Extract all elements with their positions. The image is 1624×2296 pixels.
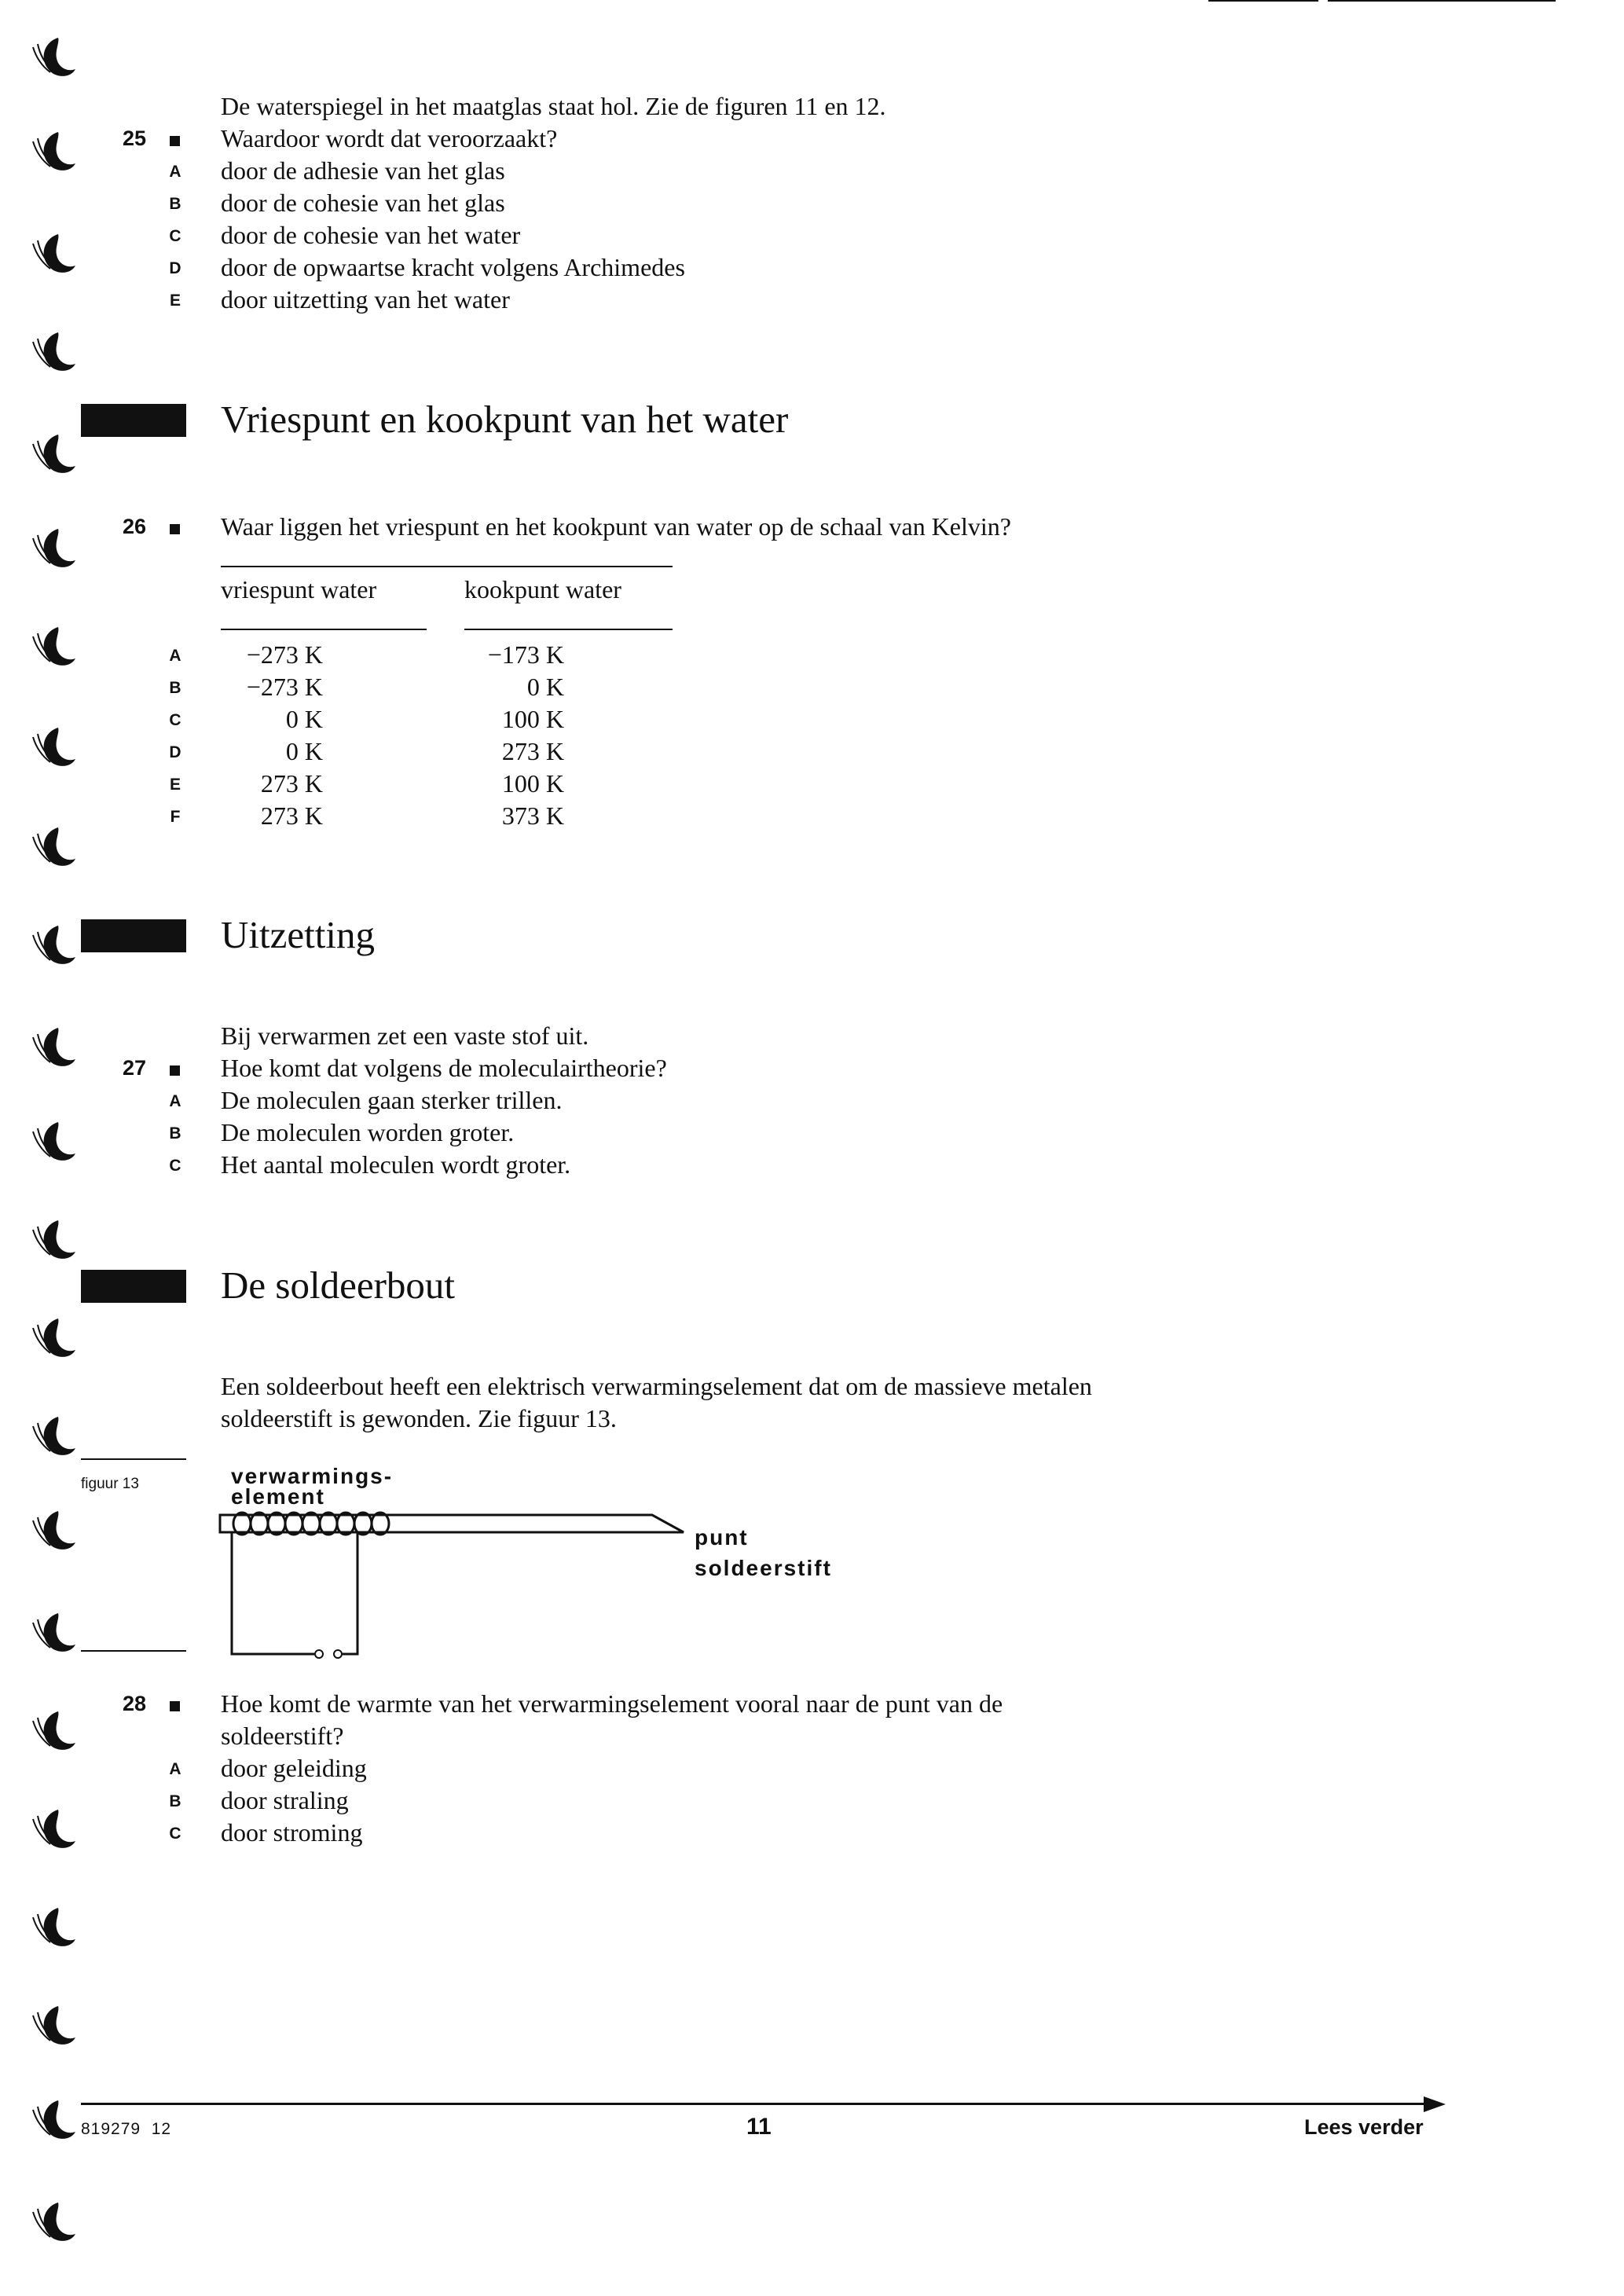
option-letter: C: [169, 1157, 181, 1175]
option-text: De moleculen worden groter.: [221, 1118, 515, 1146]
option-letter: E: [169, 292, 181, 310]
option-text: De moleculen gaan sterker trillen.: [221, 1086, 563, 1114]
question-intro: De waterspiegel in het maatglas staat hol. Zie de figuren 11 en 12.: [221, 92, 886, 120]
cell-freeze: 273 K: [260, 801, 323, 830]
binding-mark-icon: [27, 1021, 79, 1073]
table-header-rule: [464, 629, 673, 630]
paragraph-line: Een soldeerbout heeft een elektrisch verwarmingselement dat om de massieve metalen: [221, 1372, 1092, 1400]
option-letter: B: [169, 1124, 181, 1142]
binding-mark-icon: [27, 1505, 79, 1557]
option-text: door de cohesie van het water: [221, 221, 521, 249]
option-text: door uitzetting van het water: [221, 285, 510, 314]
section-bar: [81, 404, 186, 437]
question-number: 28: [123, 1692, 147, 1715]
label-soldering-pin: soldeerstift: [695, 1556, 832, 1580]
binding-mark-icon: [27, 721, 79, 773]
option-letter: D: [169, 743, 181, 761]
top-rule: [1208, 0, 1318, 2]
cell-freeze: −273 K: [246, 640, 323, 669]
label-tip: punt: [695, 1525, 749, 1550]
binding-mark-icon: [27, 1116, 79, 1168]
section-title: Uitzetting: [221, 913, 375, 956]
cell-freeze: 273 K: [260, 769, 323, 798]
question-intro: Bij verwarmen zet een vaste stof uit.: [221, 1021, 589, 1050]
cell-freeze: 0 K: [285, 705, 323, 733]
option-text: door de adhesie van het glas: [221, 156, 505, 185]
binding-mark-icon: [27, 523, 79, 574]
option-letter: C: [169, 1825, 181, 1843]
binding-mark-icon: [27, 1803, 79, 1855]
binding-mark-icon: [27, 919, 79, 971]
table-header-boil: kookpunt water: [464, 575, 621, 603]
binding-mark-icon: [27, 1607, 79, 1659]
label-heating-element: [231, 1465, 393, 1509]
figure-caption: figuur 13: [81, 1476, 139, 1492]
question-text: Hoe komt dat volgens de moleculairtheorie?: [221, 1054, 667, 1082]
question-marker: [170, 1065, 180, 1076]
paragraph-line: soldeerstift is gewonden. Zie figuur 13.: [221, 1404, 617, 1432]
question-number: 25: [123, 127, 147, 150]
binding-mark-icon: [27, 326, 79, 378]
question-text: Waardoor wordt dat veroorzaakt?: [221, 124, 558, 152]
option-letter: A: [169, 1092, 181, 1110]
binding-mark-icon: [27, 2196, 79, 2248]
table-top-rule: [221, 566, 673, 567]
table-header-rule: [221, 629, 427, 630]
option-letter: F: [170, 808, 181, 826]
question-text: soldeerstift?: [221, 1722, 344, 1750]
cell-freeze: −273 K: [246, 673, 323, 701]
binding-mark-icon: [27, 2000, 79, 2052]
page-number: 11: [746, 2114, 772, 2140]
binding-mark-icon: [27, 1902, 79, 1953]
question-text: Waar liggen het vriespunt en het kookpunt van water op de schaal van Kelvin?: [221, 512, 1011, 541]
question-marker: [170, 524, 180, 534]
option-letter: E: [169, 776, 181, 794]
cell-boil: 0 K: [526, 673, 564, 701]
option-letter: B: [169, 1792, 181, 1810]
binding-mark-icon: [27, 31, 79, 83]
cell-boil: 273 K: [501, 737, 564, 765]
arrow-right-icon: [1424, 2095, 1447, 2114]
option-letter: B: [169, 679, 181, 697]
figure-rule: [81, 1650, 186, 1652]
label-heating-element-line: element: [231, 1484, 325, 1509]
binding-mark-icon: [27, 1705, 79, 1757]
question-text: Hoe komt de warmte van het verwarmingselement vooral naar de punt van de: [221, 1689, 1003, 1718]
option-text: door straling: [221, 1786, 349, 1814]
option-text: door geleiding: [221, 1754, 367, 1782]
binding-mark-icon: [27, 1312, 79, 1364]
question-marker: [170, 136, 180, 146]
soldering-iron-diagram: [212, 1509, 707, 1666]
figure-rule: [81, 1458, 186, 1460]
option-letter: B: [169, 195, 181, 213]
option-letter: C: [169, 711, 181, 729]
option-letter: A: [169, 1760, 181, 1778]
binding-mark-icon: [27, 1214, 79, 1266]
binding-mark-icon: [27, 821, 79, 873]
section-title: De soldeerbout: [221, 1264, 455, 1307]
question-number: 27: [123, 1056, 147, 1080]
table-header-freeze: vriespunt water: [221, 575, 377, 603]
binding-mark-icon: [27, 428, 79, 480]
option-letter: A: [169, 647, 181, 665]
cell-boil: 100 K: [501, 769, 564, 798]
binding-mark-icon: [27, 1410, 79, 1462]
option-letter: D: [169, 259, 181, 277]
binding-mark-icon: [27, 126, 79, 178]
option-text: door de cohesie van het glas: [221, 189, 505, 217]
cell-boil: 373 K: [501, 801, 564, 830]
cell-freeze: 0 K: [285, 737, 323, 765]
option-text: door de opwaartse kracht volgens Archimedes: [221, 253, 685, 281]
section-title: Vriespunt en kookpunt van het water: [221, 398, 789, 441]
cell-boil: 100 K: [501, 705, 564, 733]
cell-boil: −173 K: [487, 640, 564, 669]
footer-code: 819279 12: [81, 2120, 172, 2138]
footer-rule: [81, 2103, 1432, 2105]
binding-mark-icon: [27, 2094, 79, 2146]
continue-label: Lees verder: [1304, 2115, 1424, 2139]
option-text: door stroming: [221, 1818, 363, 1847]
option-letter: C: [169, 227, 181, 245]
binding-mark-icon: [27, 621, 79, 673]
option-letter: A: [169, 163, 181, 181]
section-bar: [81, 1270, 186, 1303]
question-number: 26: [123, 515, 147, 538]
question-marker: [170, 1701, 180, 1711]
binding-mark-icon: [27, 228, 79, 280]
label-heating-element-line: verwarmings-: [231, 1464, 394, 1488]
section-bar: [81, 919, 186, 952]
top-rule: [1328, 0, 1556, 2]
option-text: Het aantal moleculen wordt groter.: [221, 1150, 571, 1179]
